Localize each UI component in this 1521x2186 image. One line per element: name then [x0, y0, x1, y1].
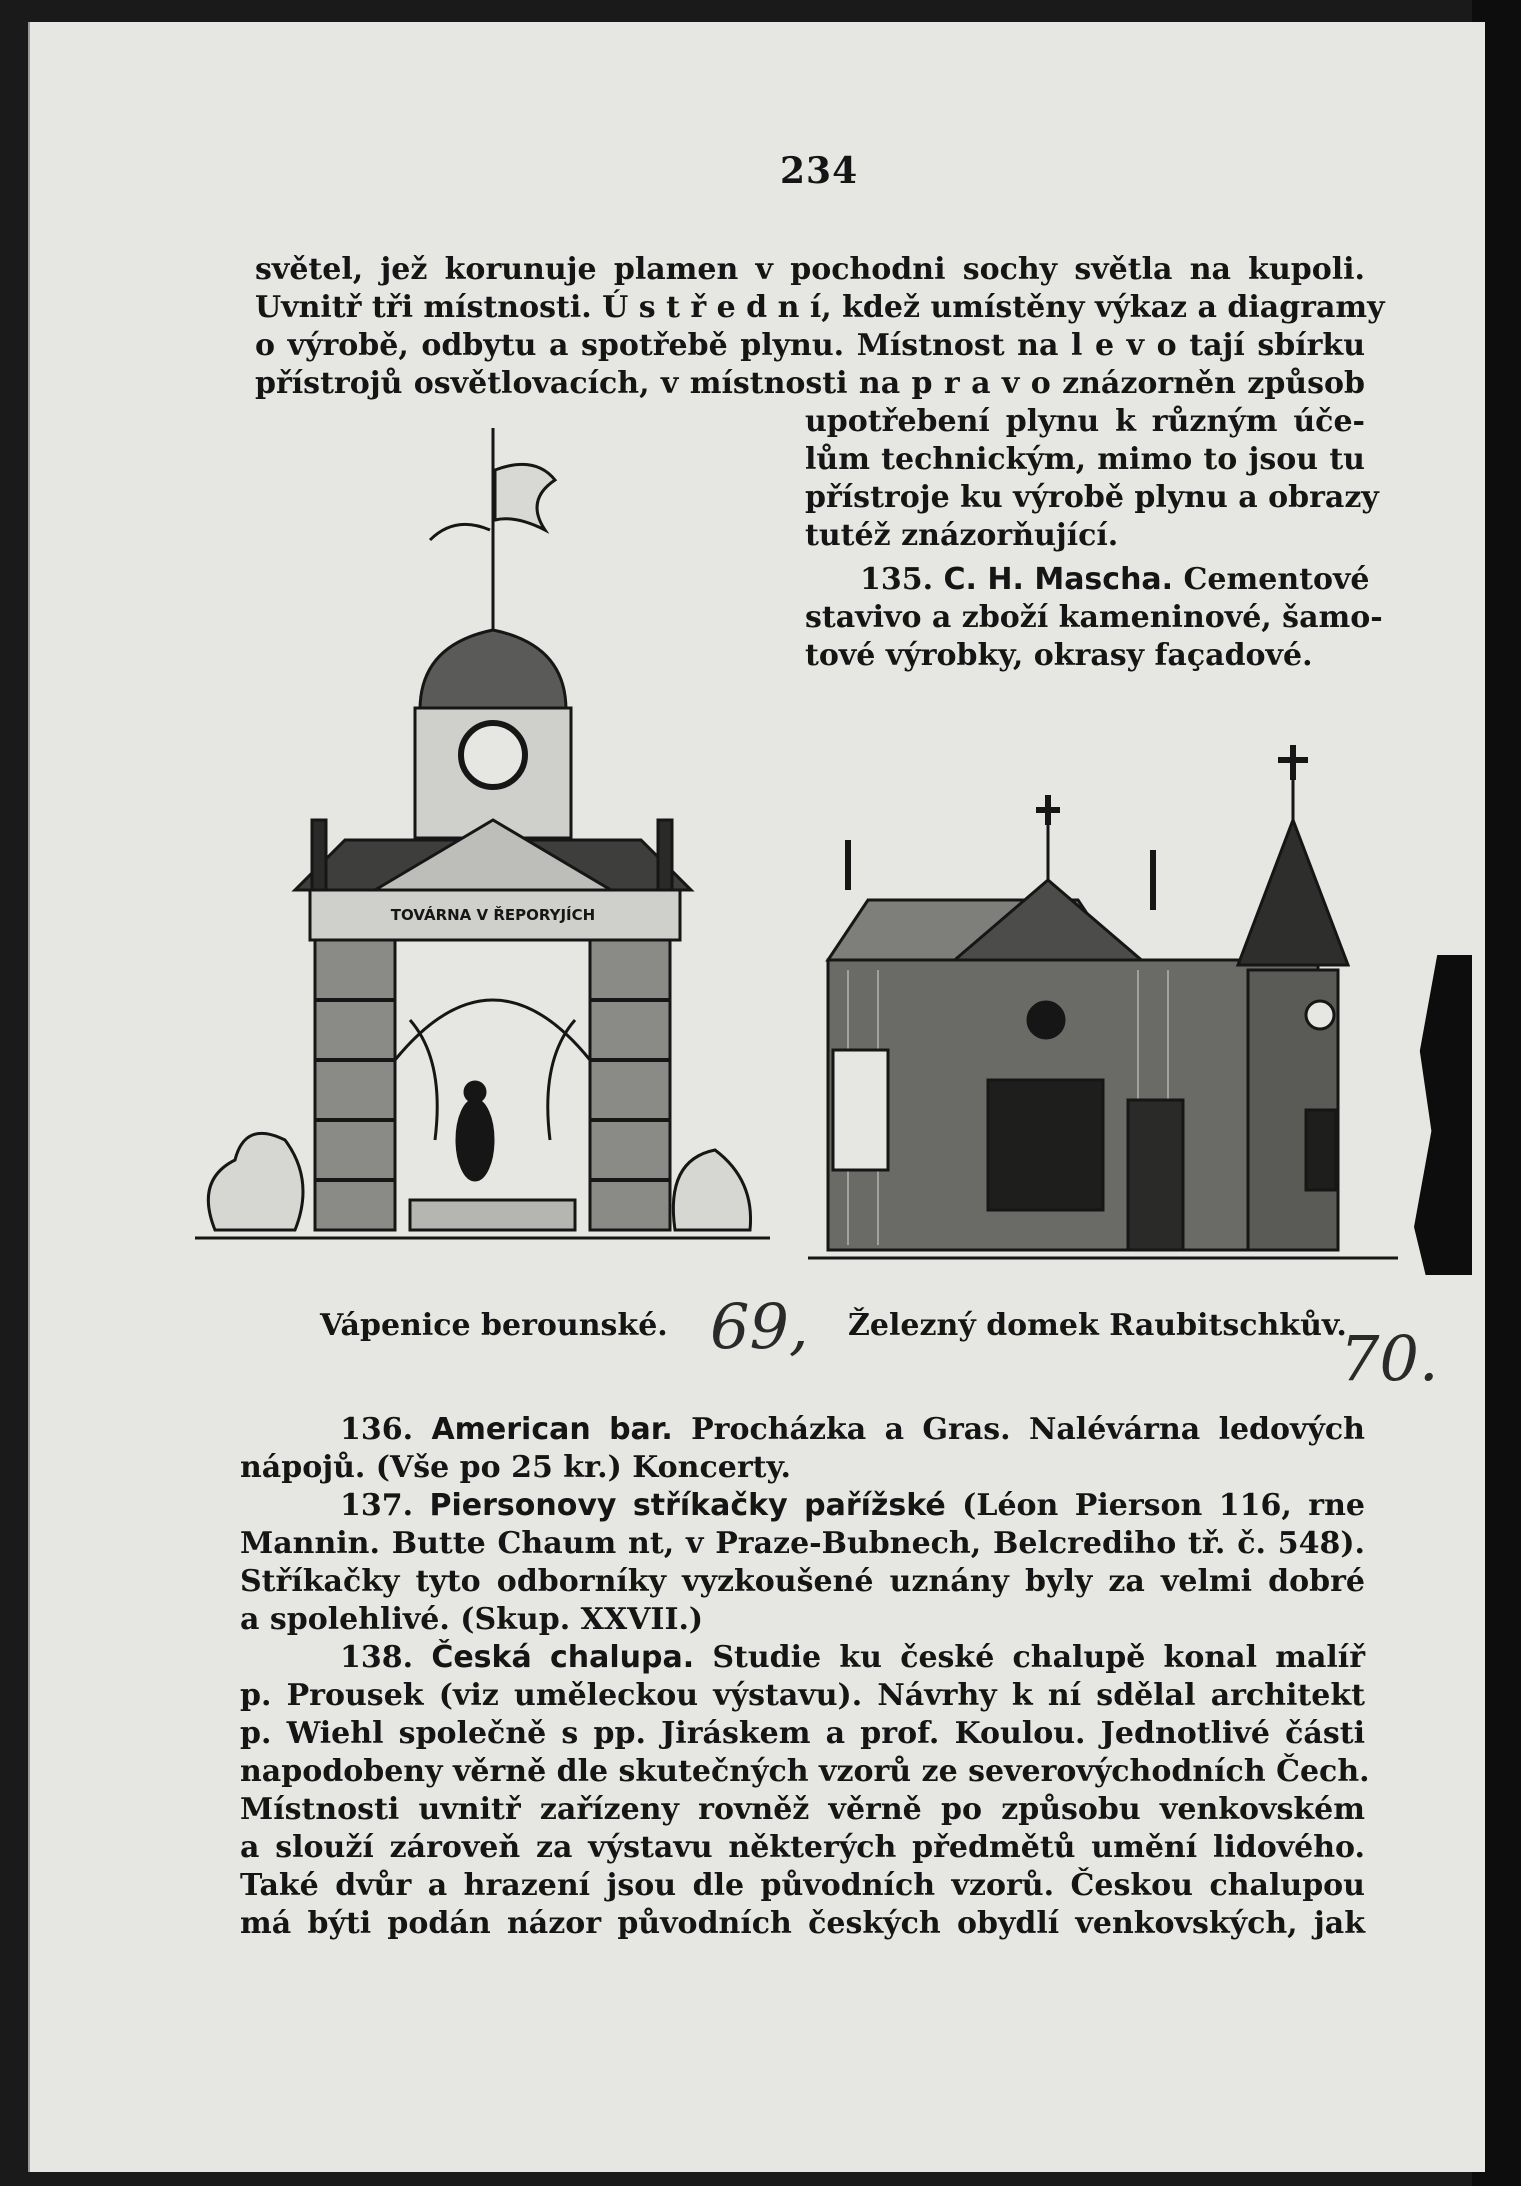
text-line: Mannin. Butte Chaum nt, v Praze-Bubnech, Belcrediho tř. č. 548). — [240, 1526, 1365, 1561]
entry-name: Česká chalupa. — [431, 1640, 695, 1675]
figure-caption-right: Železný domek Raubitschkův. — [848, 1308, 1347, 1343]
text-line: lům technickým, mimo to jsou tu — [805, 442, 1365, 477]
entry-name: Piersonovy stříkačky pařížské — [429, 1488, 946, 1523]
text-line: p. Prousek (viz uměleckou výstavu). Návrhy k ní sdělal architekt — [240, 1678, 1365, 1713]
pavilion-sign-text: TOVÁRNA V ŘEPORYJÍCH — [390, 906, 596, 924]
entry-text: Studie ku české chalupě konal malíř — [712, 1640, 1365, 1675]
handwritten-figure-number-left: 69, — [710, 1290, 809, 1363]
lime-kiln-pavilion-illustration — [195, 420, 770, 1260]
iron-cottage-illustration — [808, 740, 1398, 1265]
text-line: Místnosti uvnitř zařízeny rovněž věrně po způsobu venkovském — [240, 1792, 1365, 1827]
entry-135-heading — [860, 562, 1370, 597]
text-line: stavivo a zboží kameninové, šamo- — [805, 600, 1383, 635]
entry-136-heading — [340, 1412, 1365, 1447]
figure-caption-left: Vápenice berounské. — [320, 1308, 668, 1343]
entry-number: 138. — [340, 1640, 414, 1675]
entry-text: Cementové — [1183, 562, 1370, 597]
entry-name: American bar. — [431, 1412, 673, 1447]
entry-name: C. H. Mascha. — [943, 562, 1174, 597]
text-line: napodobeny věrně dle skutečných vzorů ze severovýchodních Čech. — [240, 1754, 1370, 1789]
text-line: tutéž znázorňující. — [805, 518, 1119, 553]
page-number: 234 — [780, 150, 859, 192]
text-line: tové výrobky, okrasy façadové. — [805, 638, 1313, 673]
text-line: upotřebení plynu k různým úče- — [805, 404, 1365, 439]
text-line: nápojů. (Vše po 25 kr.) Koncerty. — [240, 1450, 791, 1485]
entry-number: 137. — [340, 1488, 414, 1523]
text-line: Také dvůr a hrazení jsou dle původních vzorů. Českou chalupou — [240, 1868, 1365, 1903]
text-line: má býti podán názor původních českých obydlí venkovských, jak — [240, 1906, 1365, 1941]
text-line: o výrobě, odbytu a spotřebě plynu. Místnost na l e v o tají sbírku — [255, 328, 1365, 363]
entry-text: Procházka a Gras. Nalévárna ledových — [691, 1412, 1365, 1447]
text-line: přístroje ku výrobě plynu a obrazy — [805, 480, 1379, 515]
text-line: a spolehlivé. (Skup. XXVII.) — [240, 1602, 704, 1637]
entry-138-heading — [340, 1640, 1365, 1675]
entry-number: 135. — [860, 562, 934, 597]
text-line: Stříkačky tyto odborníky vyzkoušené uznány byly za velmi dobré — [240, 1564, 1365, 1599]
entry-137-heading — [340, 1488, 1365, 1523]
text-line: a slouží zároveň za výstavu některých předmětů umění lidového. — [240, 1830, 1365, 1865]
text-line: světel, jež korunuje plamen v pochodni sochy světla na kupoli. — [255, 252, 1365, 287]
entry-number: 136. — [340, 1412, 414, 1447]
text-line: p. Wiehl společně s pp. Jiráskem a prof. Koulou. Jednotlivé části — [240, 1716, 1365, 1751]
handwritten-figure-number-right: 70. — [1340, 1322, 1439, 1395]
text-line: Uvnitř tři místnosti. Ú s t ř e d n í, kdež umístěny výkaz a diagramy — [255, 290, 1385, 325]
entry-text: (Léon Pierson 116, rne — [962, 1488, 1365, 1523]
text-line: přístrojů osvětlovacích, v místnosti na p r a v o znázorněn způsob — [255, 366, 1365, 401]
